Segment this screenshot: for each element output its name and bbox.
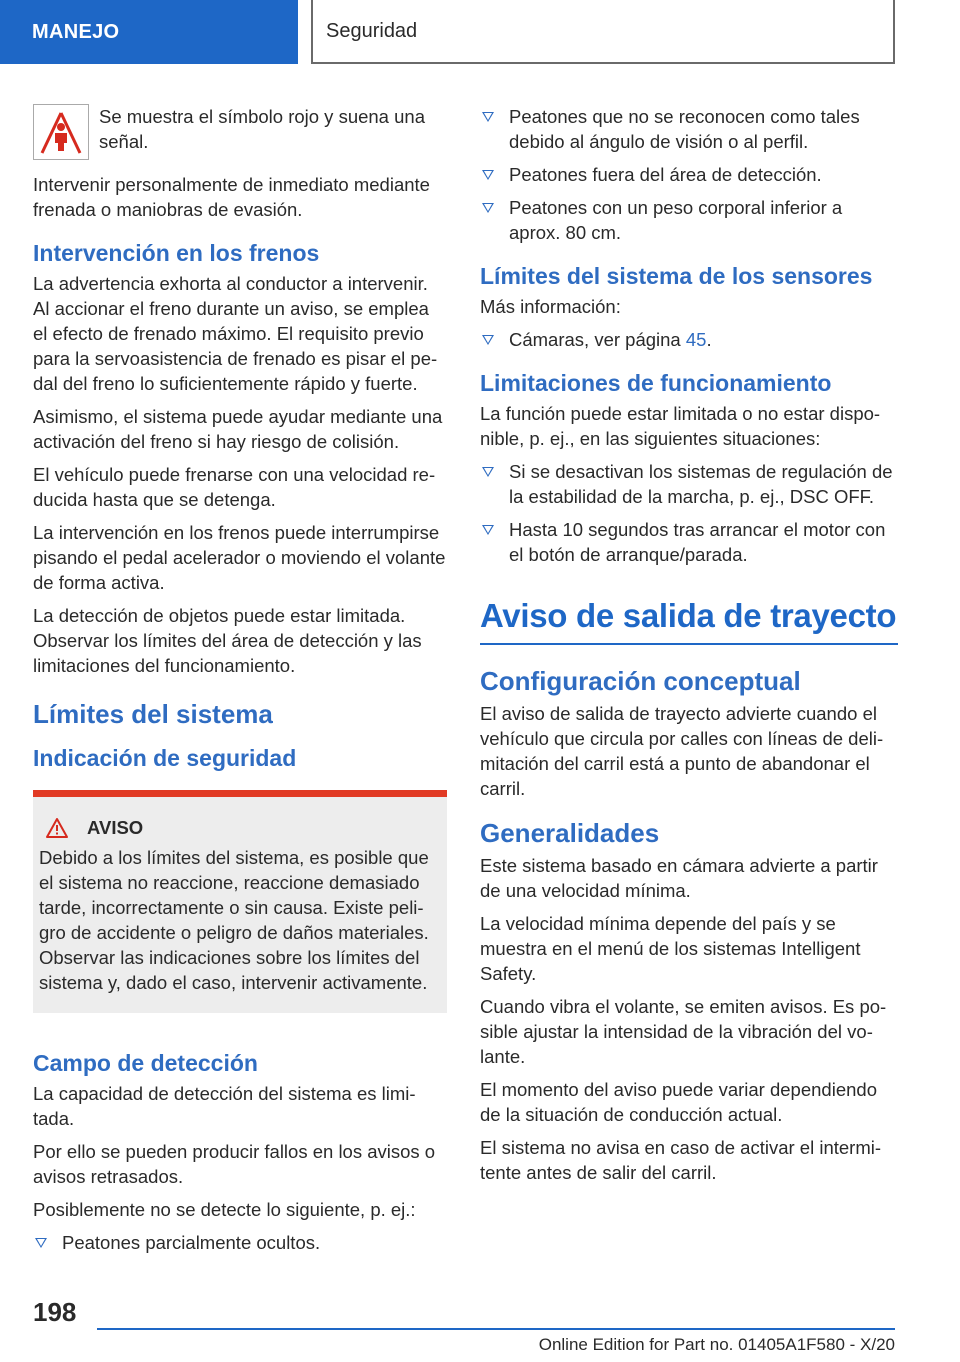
heading-system-limits: Límites del sistema <box>33 699 273 729</box>
paragraph: El aviso de salida de trayecto advierte cuando el vehículo que circula por calles con líneas de delimitación del carril está a punto de abandonar el carril. <box>480 703 884 799</box>
symbol-description: Se muestra el símbolo rojo y suena una señal. <box>99 106 425 152</box>
heading-functional-limitations: Limitaciones de funcionamiento <box>480 370 832 396</box>
paragraph: La detección de objetos puede estar limitada. Observar los límites del área de detección y las limitaciones del funcionamiento. <box>33 605 422 676</box>
heading-brake-intervention: Intervención en los frenos <box>33 240 320 266</box>
paragraph: La capacidad de detección del sistema es limitada. <box>33 1083 416 1129</box>
bullet-triangle-icon <box>35 1238 47 1248</box>
paragraph: Asimismo, el sistema puede ayudar mediante una activación del freno si hay riesgo de colisión. <box>33 406 443 452</box>
paragraph: El momento del aviso puede variar dependiendo de la situación de conducción actual. <box>480 1079 877 1125</box>
footer-edition: Online Edition for Part no. 01405A1F580 - X/20 <box>538 1335 895 1354</box>
page-link[interactable]: 45 <box>685 329 707 350</box>
paragraph: Intervenir personalmente de inmediato mediante frenada o maniobras de evasión. <box>33 174 430 220</box>
section-header <box>311 0 895 64</box>
pedestrian-warning-icon <box>33 104 89 160</box>
paragraph: Por ello se pueden producir fallos en los avisos o avisos retrasados. <box>33 1141 436 1187</box>
page-number: 198 <box>33 1297 77 1327</box>
paragraph: Más información: <box>480 296 621 317</box>
chapter-tab: MANEJO <box>0 0 298 64</box>
bullet-triangle-icon <box>482 467 494 477</box>
paragraph: Cuando vibra el volante, se emiten avisos. Es posible ajustar la intensidad de la vibración del volante. <box>480 996 887 1067</box>
warning-triangle-icon <box>45 817 69 839</box>
symbol-row <box>33 104 447 160</box>
bullet-triangle-icon <box>482 112 494 122</box>
list-item: Peatones parcialmente ocultos. <box>33 1230 447 1255</box>
heading-lane-departure-warning: Aviso de salida de trayecto <box>480 595 898 645</box>
paragraph: La función puede estar limitada o no estar disponible, p. ej., en las siguientes situaciones: <box>480 403 881 449</box>
warning-label: AVISO <box>87 817 144 838</box>
paragraph: El sistema no avisa en caso de activar el intermitente antes de salir del carril. <box>480 1137 882 1183</box>
footer-divider <box>97 1328 895 1330</box>
heading-detection-field: Campo de detección <box>33 1050 258 1076</box>
heading-sensor-limits: Límites del sistema de los sensores <box>480 263 873 289</box>
bullet-list <box>480 327 898 352</box>
paragraph: La intervención en los frenos puede interrumpirse pisando el pedal acelerador o moviendo el volante de forma activa. <box>33 522 446 593</box>
list-item: Peatones que no se reconocen como tales debido al ángulo de visión o al perfil. <box>480 104 898 154</box>
bullet-list <box>480 104 898 245</box>
warning-title <box>39 815 439 840</box>
warning-box <box>33 790 447 1013</box>
heading-safety-note: Indicación de seguridad <box>33 745 297 771</box>
paragraph: Este sistema basado en cámara advierte a partir de una velocidad mínima. <box>480 855 878 901</box>
list-item: Cámaras, ver página 45. <box>480 327 898 352</box>
paragraph: El vehículo puede frenarse con una velocidad reducida hasta que se detenga. <box>33 464 436 510</box>
list-item: Si se desactivan los sistemas de regulación de la estabilidad de la marcha, p. ej., DSC OFF. <box>480 459 898 509</box>
list-item: Peatones fuera del área de detección. <box>480 162 898 187</box>
heading-concept: Configuración conceptual <box>480 666 801 696</box>
paragraph: La advertencia exhorta al conductor a intervenir. Al accionar el freno durante un aviso, se emplea el efecto de frenado máximo. El requisito previo para la servoasistencia de frenado es pisar el pedal del freno lo suficientemente rápido y fuerte. <box>33 273 438 394</box>
bullet-triangle-icon <box>482 170 494 180</box>
bullet-triangle-icon <box>482 525 494 535</box>
section-title: Seguridad <box>326 19 418 42</box>
right-column <box>480 104 898 1193</box>
bullet-triangle-icon <box>482 203 494 213</box>
bullet-list <box>480 459 898 567</box>
paragraph: Posiblemente no se detecte lo siguiente, p. ej.: <box>33 1199 416 1220</box>
left-column <box>33 104 447 1263</box>
bullet-list <box>33 1230 447 1255</box>
bullet-triangle-icon <box>482 335 494 345</box>
heading-general: Generalidades <box>480 818 660 848</box>
list-item: Peatones con un peso corporal inferior a aprox. 80 cm. <box>480 195 898 245</box>
warning-text: Debido a los límites del sistema, es posible que el sistema no reaccione, reaccione demasiado tarde, incorrectamente o sin causa. Existe peligro de accidente o peligro de daños materiales. Observar las indicaciones sobre los límites del sistema y, dado el caso, intervenir activamente. <box>39 847 429 993</box>
paragraph: La velocidad mínima depende del país y se muestra en el menú de los sistemas Intelligent Safety. <box>480 913 861 984</box>
list-item: Hasta 10 segundos tras arrancar el motor con el botón de arranque/parada. <box>480 517 898 567</box>
